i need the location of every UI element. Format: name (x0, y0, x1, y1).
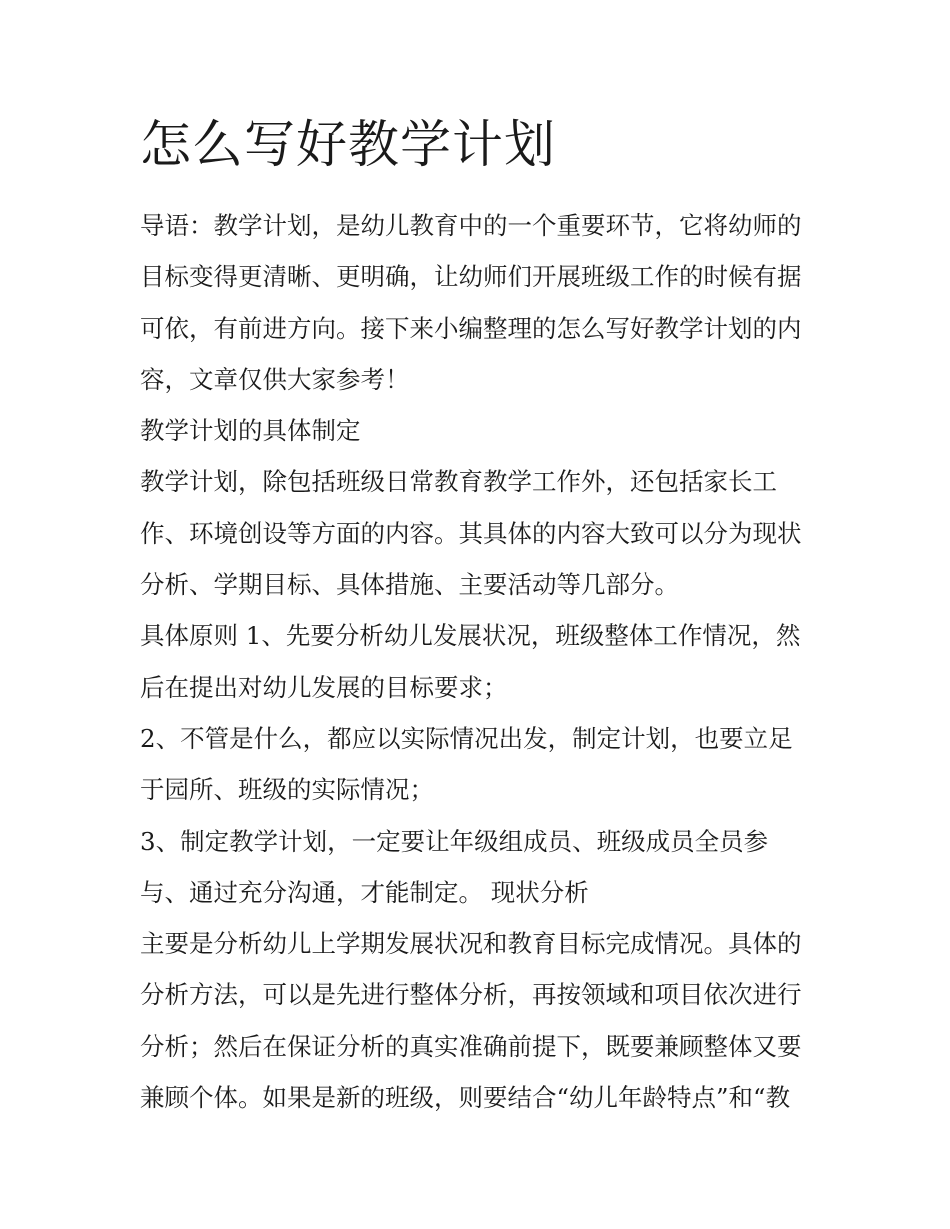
text-line: 可依，有前进方向。接下来小编整理的怎么写好教学计划的内 (140, 313, 802, 343)
text-line: 分析、学期目标、具体措施、主要活动等几部分。 (140, 570, 679, 600)
text-line: 后在提出对幼儿发展的目标要求； (140, 672, 508, 702)
text-line: 兼顾个体。如果是新的班级，则要结合“幼儿年龄特点”和“教 (140, 1083, 791, 1113)
text-line: 3、制定教学计划，一定要让年级组成员、班级成员全员参 (140, 826, 769, 856)
text-line: 于园所、班级的实际情况； (140, 775, 434, 805)
text-line: 教学计划，除包括班级日常教育教学工作外，还包括家长工 (140, 467, 777, 497)
text-line: 目标变得更清晰、更明确，让幼师们开展班级工作的时候有据 (140, 262, 802, 292)
text-line: 2、不管是什么，都应以实际情况出发，制定计划，也要立足 (140, 723, 793, 753)
text-line: 具体原则 1、先要分析幼儿发展状况，班级整体工作情况，然 (140, 621, 801, 651)
text-line: 容，文章仅供大家参考！ (140, 364, 410, 394)
text-line: 分析方法，可以是先进行整体分析，再按领域和项目依次进行 (140, 980, 802, 1010)
document-body (140, 200, 820, 1123)
text-line: 与、通过充分沟通，才能制定。 现状分析 (140, 877, 589, 907)
text-line: 分析；然后在保证分析的真实准确前提下，既要兼顾整体又要 (140, 1031, 802, 1061)
text-line: 导语：教学计划，是幼儿教育中的一个重要环节，它将幼师的 (140, 211, 802, 240)
document-title: 怎么写好教学计划 (140, 116, 557, 175)
text-line: 主要是分析幼儿上学期发展状况和教育目标完成情况。具体的 (140, 929, 802, 959)
text-line: 作、环境创设等方面的内容。其具体的内容大致可以分为现状 (140, 518, 802, 548)
section-heading: 教学计划的具体制定 (140, 416, 361, 446)
